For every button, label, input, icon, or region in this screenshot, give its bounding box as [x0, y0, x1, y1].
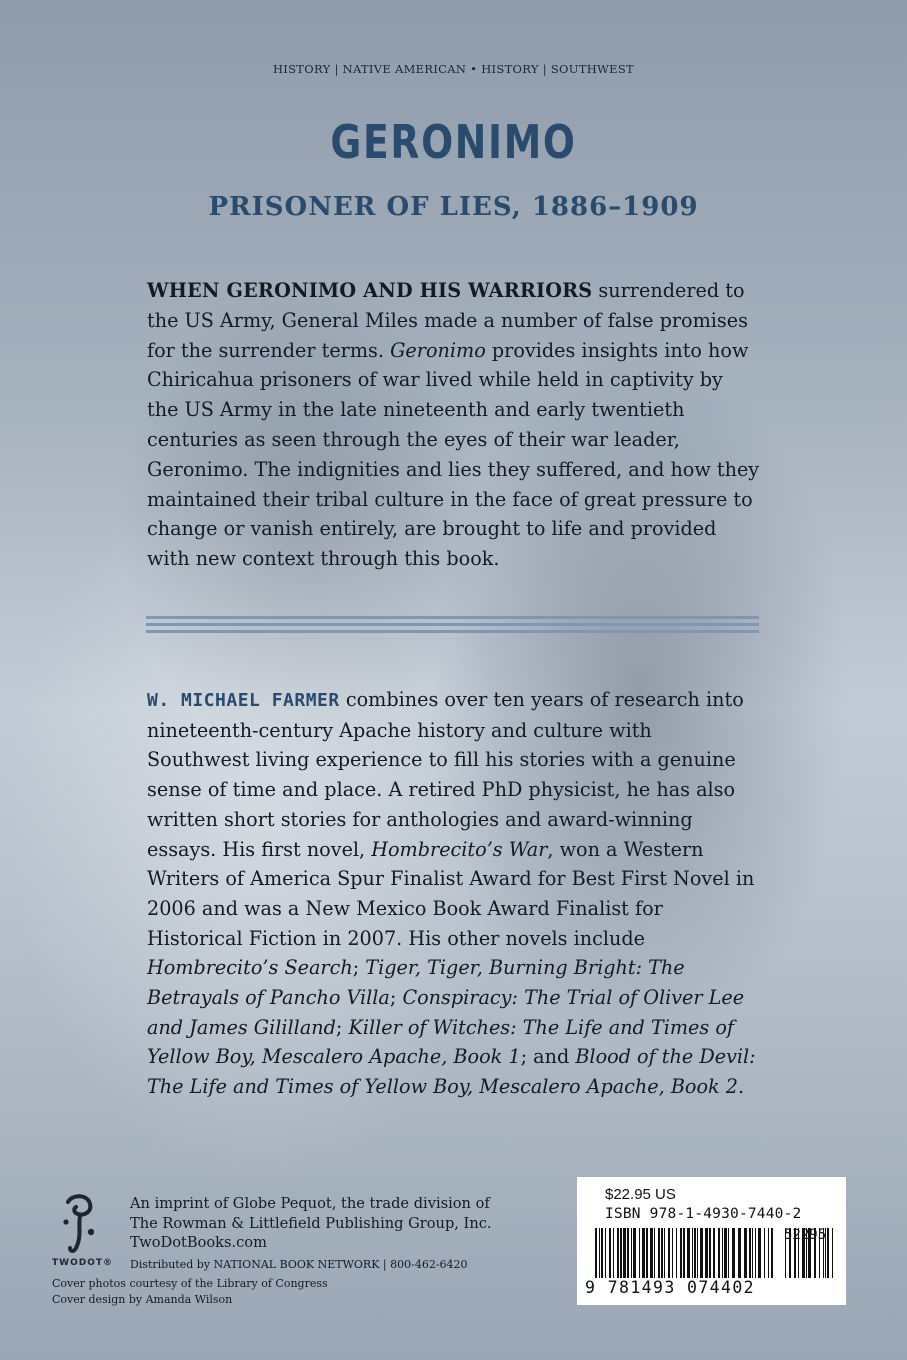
imprint-line: An imprint of Globe Pequot, the trade division of	[130, 1195, 490, 1212]
book-reference: Hombrecito’s War	[371, 837, 548, 861]
cover-credits	[52, 1276, 328, 1307]
book-reference: Conspiracy: The Trial of Oliver Lee and James Gililland	[147, 986, 745, 1039]
barcode-bar	[752, 1228, 753, 1278]
divider-line	[146, 623, 759, 626]
barcode-bar	[609, 1228, 611, 1278]
barcode-bar	[668, 1228, 670, 1278]
barcode-bar	[623, 1228, 626, 1278]
barcode-bar	[709, 1228, 711, 1278]
barcode-bar	[697, 1228, 698, 1278]
barcode-bar	[646, 1228, 648, 1278]
price-addon-code: 52295	[784, 1227, 827, 1243]
barcode-bar	[755, 1228, 756, 1278]
barcode-bar	[620, 1228, 622, 1278]
twodot-logo-icon	[58, 1192, 102, 1262]
barcode-bar	[738, 1228, 741, 1278]
ean-code: 9 781493 074402	[585, 1278, 756, 1297]
barcode-bar	[613, 1228, 614, 1278]
barcode-bar	[768, 1228, 769, 1278]
barcode-bar	[664, 1228, 665, 1278]
barcode-bar	[700, 1228, 703, 1278]
barcode-bar	[633, 1228, 636, 1278]
book-title: GERONIMO	[330, 115, 577, 169]
barcode-bar	[654, 1228, 655, 1278]
barcode-bar	[705, 1228, 708, 1278]
barcode-bar	[694, 1228, 696, 1278]
description-lead: WHEN GERONIMO AND HIS WARRIORS	[147, 279, 593, 302]
barcode-bar	[650, 1228, 653, 1278]
barcode-bar	[827, 1228, 829, 1278]
publisher-website: TwoDotBooks.com	[130, 1234, 267, 1251]
divider-line	[146, 616, 759, 619]
book-description	[147, 276, 760, 574]
bio-text: , won a Western Writers of America Spur Finalist Award for Best First Novel in 2006 and was a New Mexico Book Award Finalist for Historical Fiction in 2007. His other novels include	[147, 837, 755, 950]
barcode-bar	[639, 1228, 640, 1278]
barcode-bar	[599, 1228, 600, 1278]
imprint-info	[130, 1194, 492, 1253]
price-label: $22.95 US	[605, 1186, 676, 1203]
barcode-bar	[658, 1228, 660, 1278]
book-reference: Hombrecito’s Search	[147, 956, 353, 980]
divider-line	[146, 630, 759, 633]
barcode-bar	[722, 1228, 723, 1278]
imprint-line: The Rowman & Littlefield Publishing Group, Inc.	[130, 1214, 492, 1232]
description-italic-title: Geronimo	[390, 338, 486, 362]
book-reference: Blood of the Devil: The Life and Times of Yellow Boy, Mescalero Apache, Book 2	[147, 1045, 756, 1099]
author-name: W. MICHAEL FARMER	[147, 690, 340, 711]
bio-text: .	[737, 1075, 745, 1099]
barcode-bar	[601, 1228, 603, 1278]
distribution-info: Distributed by NATIONAL BOOK NETWORK | 800-462-6420	[130, 1258, 468, 1271]
barcode-bar	[692, 1228, 693, 1278]
book-reference: Tiger, Tiger, Burning Bright: The Betrayals of Pancho Villa	[147, 956, 685, 1010]
bio-text: ; and	[520, 1045, 576, 1069]
design-credit: Cover design by Amanda Wilson	[52, 1292, 233, 1306]
barcode-bar	[631, 1228, 632, 1278]
barcode-panel	[577, 1177, 846, 1305]
description-text: surrendered to the US Army, General Miles made a number of false promises for the surrender terms.	[147, 279, 748, 362]
barcode-bar	[749, 1228, 751, 1278]
barcode-bar	[771, 1228, 773, 1278]
book-reference: Killer of Witches: The Life and Times of Yellow Boy, Mescalero Apache, Book 1	[147, 1015, 735, 1069]
category-line: HISTORY | NATIVE AMERICAN • HISTORY | SOUTHWEST	[272, 62, 635, 76]
photo-credit: Cover photos courtesy of the Library of Congress	[52, 1277, 328, 1290]
barcode-bar	[642, 1228, 645, 1278]
logo-wordmark: TWODOT®	[52, 1258, 113, 1268]
barcode-bar	[680, 1228, 682, 1278]
barcode-bar	[718, 1228, 720, 1278]
barcode-bar	[724, 1228, 727, 1278]
barcode-bar	[764, 1228, 765, 1278]
bio-text: combines over ten years of research into nineteenth-century Apache history and culture with Southwest living experience to fill his stories with a genuine sense of time and place. A retired PhD physicist, he has also written short stories for anthologies and award-winning essays. His first novel,	[147, 688, 744, 861]
book-subtitle: PRISONER OF LIES, 1886–1909	[208, 192, 699, 222]
barcode-bar	[595, 1228, 597, 1278]
author-bio	[147, 685, 760, 1102]
barcode-bar	[605, 1228, 606, 1278]
bio-text: ;	[389, 986, 403, 1010]
barcode-bar	[661, 1228, 663, 1278]
barcode-bar	[617, 1228, 619, 1278]
description-text: provides insights into how Chiricahua prisoners of war lived while held in captivity by the US Army in the late nineteenth and early twentieth centuries as seen through the eyes of their war leader, Geronimo. The indignities and lies they suffered, and how they maintained their tribal culture in the face of great pressure to change or vanish entirely, are brought to life and provided with new context through this book.	[147, 338, 760, 571]
barcode-bar	[627, 1228, 629, 1278]
barcode-bar	[728, 1228, 729, 1278]
barcode-bar	[832, 1228, 833, 1278]
bio-text: ;	[335, 1015, 349, 1039]
barcode-bar	[713, 1228, 715, 1278]
barcode-bar	[744, 1228, 747, 1278]
barcode-bar	[687, 1228, 690, 1278]
barcode-bar	[676, 1228, 677, 1278]
barcode-bar	[672, 1228, 673, 1278]
isbn-label: ISBN 978-1-4930-7440-2	[605, 1206, 802, 1222]
barcode-bar	[683, 1228, 685, 1278]
bio-text: ;	[352, 956, 366, 980]
barcode-bar	[732, 1228, 735, 1278]
barcode-bar	[758, 1228, 761, 1278]
